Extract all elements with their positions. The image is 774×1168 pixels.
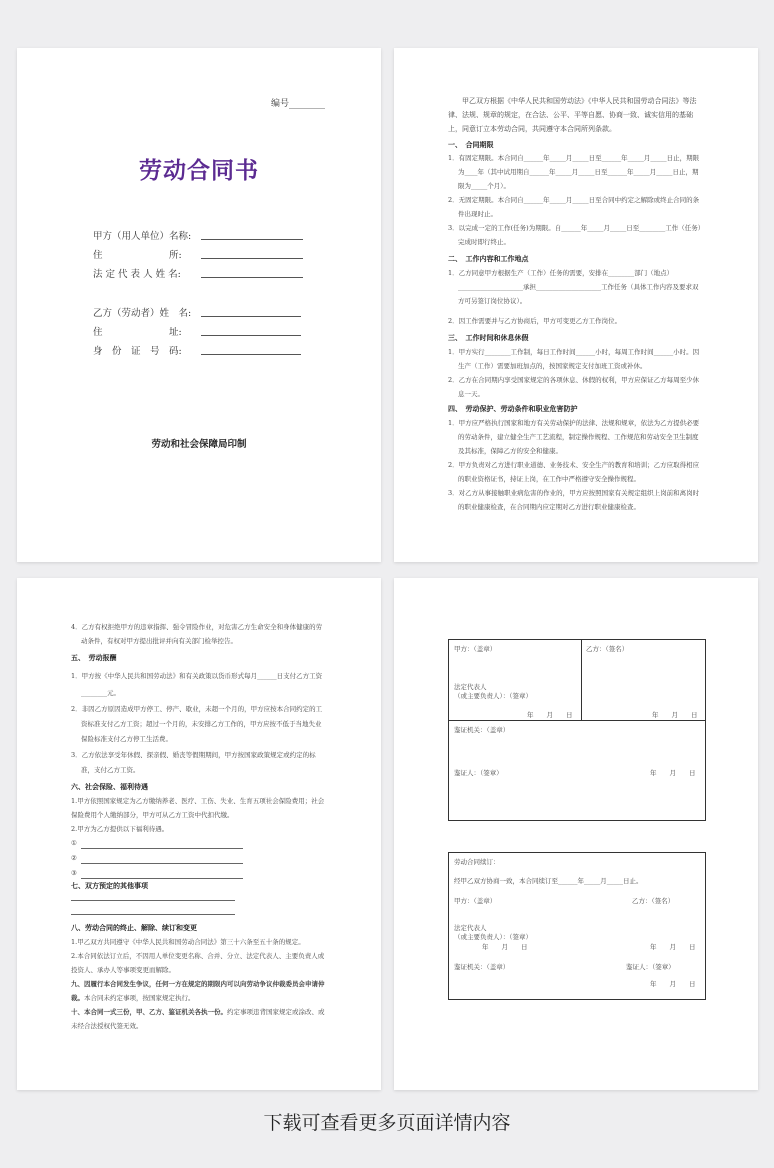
- benefit-2-line: [81, 863, 243, 864]
- contract-intro: 甲乙双方根据《中华人民共和国劳动法》《中华人民共和国劳动合同法》等法律、法规、规章的规定，在合法、公平、平等自愿、协商一致、诚实信用的基础上，同意订立本劳动合同，共同遵守本合同所列条款。: [448, 97, 697, 133]
- section-2-item-2: 2．因工作需要并与乙方协商后，甲方可变更乙方工作岗位。: [448, 317, 622, 325]
- section-3-item-1: 1．甲方实行________工作制，每日工作时间______小时，每周工作时间______小时。因生产（工作）需要加班加点的，按国家规定支付加班工资或补休。: [448, 348, 700, 370]
- section-6-item-1: 1.甲方依照国家规定为乙方缴纳养老、医疗、工伤、失业、生育五项社会保险费用；社会保险费用个人缴纳部分，甲方可从乙方工资中代扣代缴。: [71, 797, 325, 819]
- table2-party-a: 甲方：（盖章）: [454, 897, 497, 905]
- table1-verifier: 鉴证人：（签章）: [454, 769, 503, 777]
- section-1-heading: 一、 合同期限: [448, 140, 494, 149]
- section-8-heading: 八、劳动合同的终止、解除、续订和变更: [71, 923, 197, 932]
- download-more-footer[interactable]: 下载可查看更多页面详情内容: [263, 1112, 511, 1134]
- contract-page-3: [17, 578, 381, 1090]
- section-7-heading: 七、双方预定的其他事项: [71, 881, 148, 890]
- table2-title: 劳动合同续订：: [454, 858, 500, 866]
- party-b-id-line: [201, 354, 301, 355]
- section-4-item-4: 4．乙方有权拒绝甲方的违章指挥、强令冒险作业，对危害乙方生命安全和身体健康的劳动条件，有权对甲方提出批评并向有关部门检举控告。: [71, 623, 323, 645]
- section-6-heading: 六、社会保险、福利待遇: [71, 782, 148, 791]
- section-3-item-2: 2．乙方在合同期内享受国家规定的各项休息、休假的权利，甲方应保证乙方每周至少休息一天。: [448, 376, 700, 398]
- table2-verifier: 鉴证人：（签章）: [626, 963, 675, 971]
- party-a-address-label: 住 所:: [93, 250, 182, 261]
- section-8-item-2: 2.本合同依法订立后，不因用人单位变更名称、合并、分立、法定代表人、主要负责人或投资人、承办人等事项变更而解除。: [71, 952, 325, 974]
- party-a-rep-line: [201, 277, 303, 278]
- table1-date-b: 年 月 日: [652, 711, 698, 719]
- section-2-item-1: 1．乙方同意甲方根据生产（工作）任务的需要，安排在________部门（地点）____________________承担____________________工作任务（具体工作内容及要求双方可另签订岗位协议）。: [448, 269, 699, 305]
- table1-rep: 法定代表人: [454, 683, 487, 691]
- table2-rep-sub: （或主要负责人）：（签章）: [454, 933, 532, 941]
- other-items-line-1: [71, 900, 235, 901]
- section-3-heading: 三、 工作时间和休息休假: [448, 333, 529, 342]
- section-10-tail: 约定事项违背国家规定或涂改、或未经合法授权代签无效。: [71, 1008, 325, 1030]
- contract-signature-page: [394, 578, 758, 1090]
- party-a-name-line: [201, 239, 303, 240]
- party-a-rep-label: 法 定 代 表 人 姓 名:: [93, 269, 181, 280]
- benefit-3-line: [81, 878, 243, 879]
- table2-date-verify: 年 月 日: [650, 980, 696, 988]
- publisher-label: 劳动和社会保障局印制: [151, 439, 247, 450]
- table1-verify-org: 鉴证机关：（盖章）: [454, 726, 510, 734]
- table2-verify-org: 鉴证机关：（盖章）: [454, 963, 510, 971]
- contract-page-2: [394, 48, 758, 562]
- benefit-2-marker: ②: [71, 854, 77, 862]
- section-8-item-1: 1.甲乙双方共同遵守《中华人民共和国劳动合同法》第三十六条至五十条的规定。: [71, 938, 305, 946]
- party-b-name-label: 乙方（劳动者）姓 名:: [93, 308, 192, 319]
- benefit-1-marker: ①: [71, 839, 77, 847]
- section-1-item-2: 2．无固定期限。本合同自______年_____月_____日至合同中约定之解除或终止合同的条件出现时止。: [448, 196, 700, 218]
- section-10-bold: 十、本合同一式三份，甲、乙方、鉴证机关各执一份。: [71, 1008, 227, 1016]
- table1-date-verify: 年 月 日: [650, 769, 696, 777]
- contract-cover-page: [17, 48, 381, 562]
- benefit-1-line: [81, 848, 243, 849]
- party-b-id-label: 身 份 证 号 码:: [93, 346, 182, 357]
- section-5-item-3: 3．乙方依法享受年休假、探亲假、婚丧等假期期间，甲方按国家政策规定或约定的标准，支付乙方工资。: [71, 751, 316, 774]
- signature-table-row-line: [448, 720, 706, 721]
- table2-party-b: 乙方：（签名）: [632, 897, 675, 905]
- section-1-item-3: 3．以完成一定的工作(任务)为期限。自______年_____月_____日至________工作（任务）完成时即行终止。: [448, 224, 701, 246]
- party-b-name-line: [201, 316, 301, 317]
- section-9: [71, 977, 327, 1005]
- contract-title: 劳动合同书: [139, 158, 259, 184]
- section-5-heading: 五、 劳动报酬: [71, 653, 117, 662]
- party-a-address-line: [201, 258, 303, 259]
- section-2-heading: 二、 工作内容和工作地点: [448, 254, 529, 263]
- section-1-item-1: 1．有固定期限。本合同自______年_____月_____日至______年_____月_____日止，期限为____年（其中试用期自______年_____月_____日至______年_____月_____日止，期限为_____个月）。: [448, 154, 700, 190]
- other-items-line-2: [71, 914, 235, 915]
- table1-party-b: 乙方：（签名）: [586, 645, 629, 653]
- section-4-item-3: 3．对乙方从事接触职业病危害的作业的，甲方应按照国家有关规定组织上岗前和离岗时的职业健康检查，在合同期内应定期对乙方进行职业健康检查。: [448, 489, 700, 511]
- table2-date-a: 年 月 日: [482, 943, 528, 951]
- table1-party-a: 甲方：（盖章）: [454, 645, 497, 653]
- section-6-item-2: 2.甲方为乙方提供以下福利待遇。: [71, 825, 169, 833]
- section-9-tail: 本合同未约定事项，按国家规定执行。: [84, 994, 195, 1002]
- section-4-heading: 四、 劳动保护、劳动条件和职业危害防护: [448, 404, 578, 413]
- table2-date-b: 年 月 日: [650, 943, 696, 951]
- signature-table-divider: [581, 639, 582, 720]
- section-5-item-1: 1．甲方按《中华人民共和国劳动法》和有关政策以货币形式每月______日支付乙方工资________元。: [71, 672, 323, 697]
- section-10: [71, 1005, 327, 1033]
- party-b-address-label: 住 址:: [93, 327, 182, 338]
- section-4-item-2: 2．甲方负责对乙方进行职业道德、业务技术、安全生产的教育和培训；乙方应取得相应的职业资格证书，持证上岗，在工作中严格遵守安全操作规程。: [448, 461, 700, 483]
- serial-number-label: 编号________: [270, 99, 325, 109]
- party-a-name-label: 甲方（用人单位）名称:: [93, 231, 192, 242]
- table1-date-a: 年 月 日: [527, 711, 573, 719]
- table2-body: 经甲乙双方协商一致，本合同续订至______年_____月_____日止。: [454, 877, 643, 885]
- benefit-3-marker: ③: [71, 869, 77, 877]
- section-5-item-2: 2．非因乙方原因造成甲方停工、停产、歇业，未超一个月的，甲方应按本合同约定的工资标准支付乙方工资；超过一个月的，未安排乙方工作的，甲方应按不低于当地失业保险标准支付乙方停工生活费。: [71, 705, 323, 743]
- section-4-item-1: 1．甲方应严格执行国家和地方有关劳动保护的法律、法规和规章，依法为乙方提供必要的劳动条件，建立健全生产工艺流程，制定操作规程、工作规范和劳动安全卫生制度及其标准，保障乙方的安全和健康。: [448, 419, 700, 455]
- party-b-address-line: [201, 335, 301, 336]
- table2-rep: 法定代表人: [454, 924, 487, 932]
- section-9-bold: 九、因履行本合同发生争议，任何一方在规定的期限内可以向劳动争议仲裁委员会申请仲裁。: [71, 980, 325, 1002]
- table1-rep-sub: （或主要负责人）：（签章）: [454, 692, 532, 700]
